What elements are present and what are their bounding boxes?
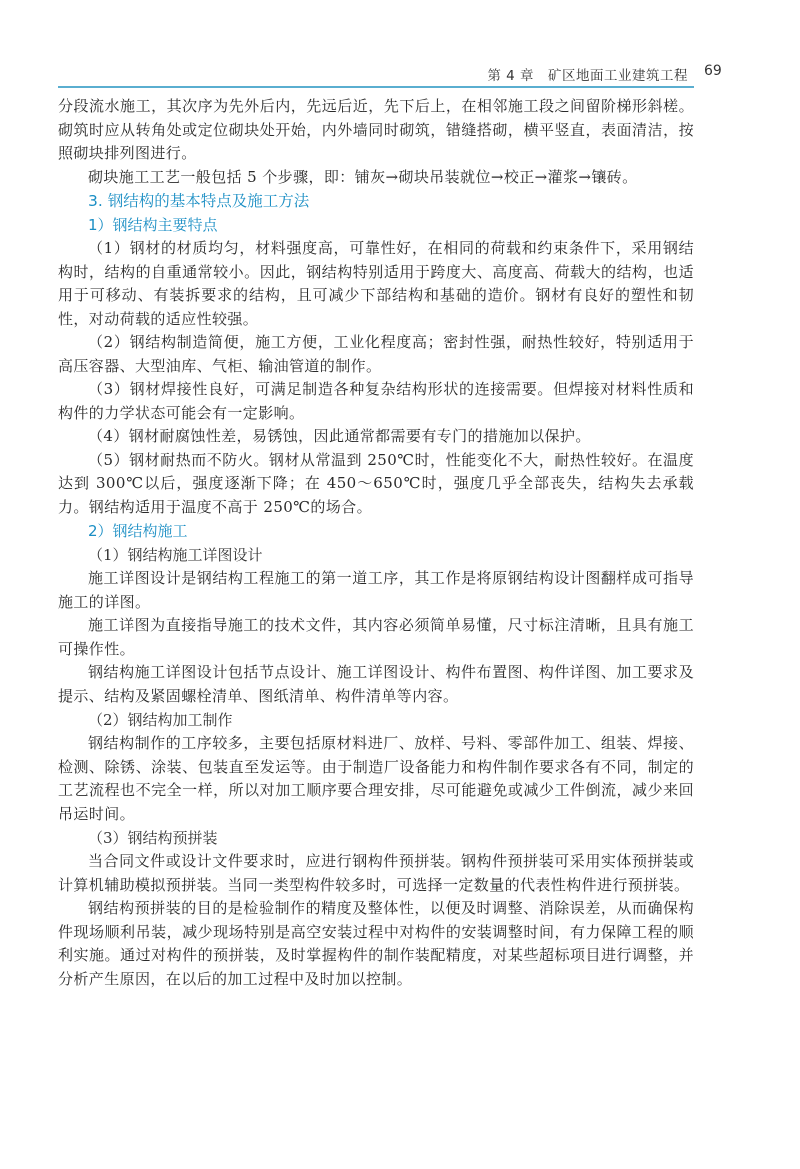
item-heading: （1）钢结构施工详图设计 (88, 546, 263, 564)
paragraph: （1）钢材的材质均匀，材料强度高，可靠性好，在相同的荷载和约束条件下，采用钢结构时，结构的自重通常较小。因此，钢结构特别适用于跨度大、高度高、荷载大的结构，也适用于可移动、有装拆要求的结构，且可减少下部结构和基础的造价。钢材有良好的塑性和韧性，对动荷载的适应性较强。 (58, 239, 694, 328)
paragraph: 分段流水施工，其次序为先外后内，先远后近，先下后上，在相邻施工段之间留阶梯形斜槎。砌筑时应从转角处或定位砌块处开始，内外墙同时砌筑，错缝搭砌，横平竖直，表面清洁，按照砌块排列图进行。 (58, 97, 694, 162)
page-number: 69 (704, 63, 722, 79)
chapter-title: 第 4 章 矿区地面工业建筑工程 (487, 68, 688, 84)
paragraph: （4）钢材耐腐蚀性差，易锈蚀，因此通常都需要有专门的措施加以保护。 (88, 427, 591, 445)
paragraph: （5）钢材耐热而不防火。钢材从常温到 250℃时，性能变化不大，耐热性较好。在温度达到 300℃以后，强度逐渐下降；在 450～650℃时，强度几乎全部丧失，结构失去承载力。钢结构适用于温度不高于 250℃的场合。 (58, 450, 694, 516)
paragraph: （2）钢结构制造简便，施工方便，工业化程度高；密封性强，耐热性较好，特别适用于高压容器、大型油库、气柜、输油管道的制作。 (58, 333, 694, 375)
subsection-heading: 2）钢结构施工 (88, 522, 188, 540)
item-heading: （3）钢结构预拼装 (88, 829, 218, 847)
section-heading: 3. 钢结构的基本特点及施工方法 (88, 192, 310, 210)
header-rule (58, 86, 694, 88)
paragraph: 施工详图设计是钢结构工程施工的第一道工序，其工作是将原钢结构设计图翻样成可指导施工的详图。 (58, 569, 694, 611)
paragraph: 钢结构制作的工序较多，主要包括原材料进厂、放样、号料、零部件加工、组装、焊接、检测、除锈、涂装、包装直至发运等。由于制造厂设备能力和构件制作要求各有不同，制定的工艺流程也不完全一样，所以对加工顺序要合理安排，尽可能避免或减少工件倒流，减少来回吊运时间。 (58, 734, 694, 823)
paragraph: （3）钢材焊接性良好，可满足制造各种复杂结构形状的连接需要。但焊接对材料性质和构件的力学状态可能会有一定影响。 (58, 380, 694, 422)
paragraph: 当合同文件或设计文件要求时，应进行钢构件预拼装。钢构件预拼装可采用实体预拼装或计算机辅助模拟预拼装。当同一类型构件较多时，可选择一定数量的代表性构件进行预拼装。 (58, 852, 694, 894)
page-header (0, 58, 800, 88)
paragraph: 钢结构施工详图设计包括节点设计、施工详图设计、构件布置图、构件详图、加工要求及提示、结构及紧固螺栓清单、图纸清单、构件清单等内容。 (58, 663, 694, 705)
page-body (58, 95, 694, 991)
item-heading: （2）钢结构加工制作 (88, 711, 233, 729)
paragraph: 钢结构预拼装的目的是检验制作的精度及整体性，以便及时调整、消除误差，从而确保构件现场顺利吊装，减少现场特别是高空安装过程中对构件的安装调整时间，有力保障工程的顺利实施。通过对构件的预拼装，及时掌握构件的制作装配精度，对某些超标项目进行调整，并分析产生原因，在以后的加工过程中及时加以控制。 (58, 899, 694, 988)
subsection-heading: 1）钢结构主要特点 (88, 216, 218, 234)
paragraph: 砌块施工工艺一般包括 5 个步骤，即：铺灰→砌块吊装就位→校正→灌浆→镶砖。 (88, 167, 638, 186)
paragraph: 施工详图为直接指导施工的技术文件，其内容必须简单易懂，尺寸标注清晰，且具有施工可操作性。 (58, 616, 694, 658)
